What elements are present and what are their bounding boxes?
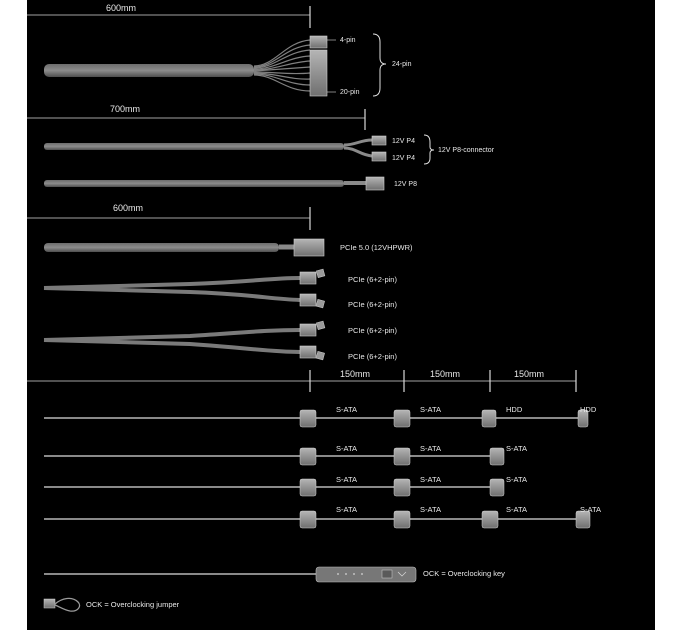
cpu-p8-group-label: 12V P8-connector	[438, 147, 495, 154]
ock-jumper-label: OCK = Overclocking jumper	[86, 600, 180, 609]
jumper-plug	[44, 599, 55, 608]
row3-label-3: S-ATA	[506, 475, 527, 484]
cpu-p8-cable	[44, 180, 344, 187]
pcie5-label: PCIe 5.0 (12VHPWR)	[340, 243, 413, 252]
segment-3-length: 150mm	[514, 369, 545, 379]
row1-label-3: HDD	[506, 405, 523, 414]
row1-label-1: S-ATA	[336, 405, 357, 414]
row4-label-2: S-ATA	[420, 505, 441, 514]
cpu-split-cable	[44, 143, 344, 150]
row4-label-4: S-ATA	[580, 505, 601, 514]
ock-key-label: OCK = Overclocking key	[423, 569, 505, 578]
row2-label-2: S-ATA	[420, 444, 441, 453]
atx-4pin-label: 4-pin	[340, 37, 356, 44]
pcie-pair1-bottom-label: PCIe (6+2-pin)	[348, 300, 397, 309]
pcie-pair2-top-label: PCIe (6+2-pin)	[348, 326, 397, 335]
pcie-pair1-top-label: PCIe (6+2-pin)	[348, 275, 397, 284]
pcie-length-label: 600mm	[113, 203, 144, 213]
atx-main-cable	[44, 64, 254, 77]
atx-20pin-label: 20-pin	[340, 89, 360, 96]
row4-label-3: S-ATA	[506, 505, 527, 514]
pcie5-connector	[294, 239, 324, 256]
row1-label-4: HDD	[580, 405, 597, 414]
atx-20pin-connector	[310, 50, 327, 96]
row2-label-1: S-ATA	[336, 444, 357, 453]
cpu-p4-connector-top	[372, 136, 386, 145]
cpu-p4-connector-bottom	[372, 152, 386, 161]
pcie-pair2-bottom-label: PCIe (6+2-pin)	[348, 352, 397, 361]
segment-2-length: 150mm	[430, 369, 461, 379]
atx-24pin-label: 24-pin	[392, 61, 412, 68]
cpu-p4-top-label: 12V P4	[392, 138, 415, 145]
row1-label-2: S-ATA	[420, 405, 441, 414]
atx-length-label: 600mm	[106, 3, 137, 13]
atx-4pin-connector	[310, 36, 327, 48]
row4-label-1: S-ATA	[336, 505, 357, 514]
pcie5-cable	[44, 243, 279, 252]
row3-label-2: S-ATA	[420, 475, 441, 484]
cpu-p4-bottom-label: 12V P4	[392, 155, 415, 162]
segment-1-length: 150mm	[340, 369, 371, 379]
ock-key-module	[316, 567, 416, 582]
cpu-p8-connector	[366, 177, 384, 190]
cpu-length-label: 700mm	[110, 104, 141, 114]
row3-label-1: S-ATA	[336, 475, 357, 484]
row2-label-3: S-ATA	[506, 444, 527, 453]
cpu-p8-label: 12V P8	[394, 181, 417, 188]
